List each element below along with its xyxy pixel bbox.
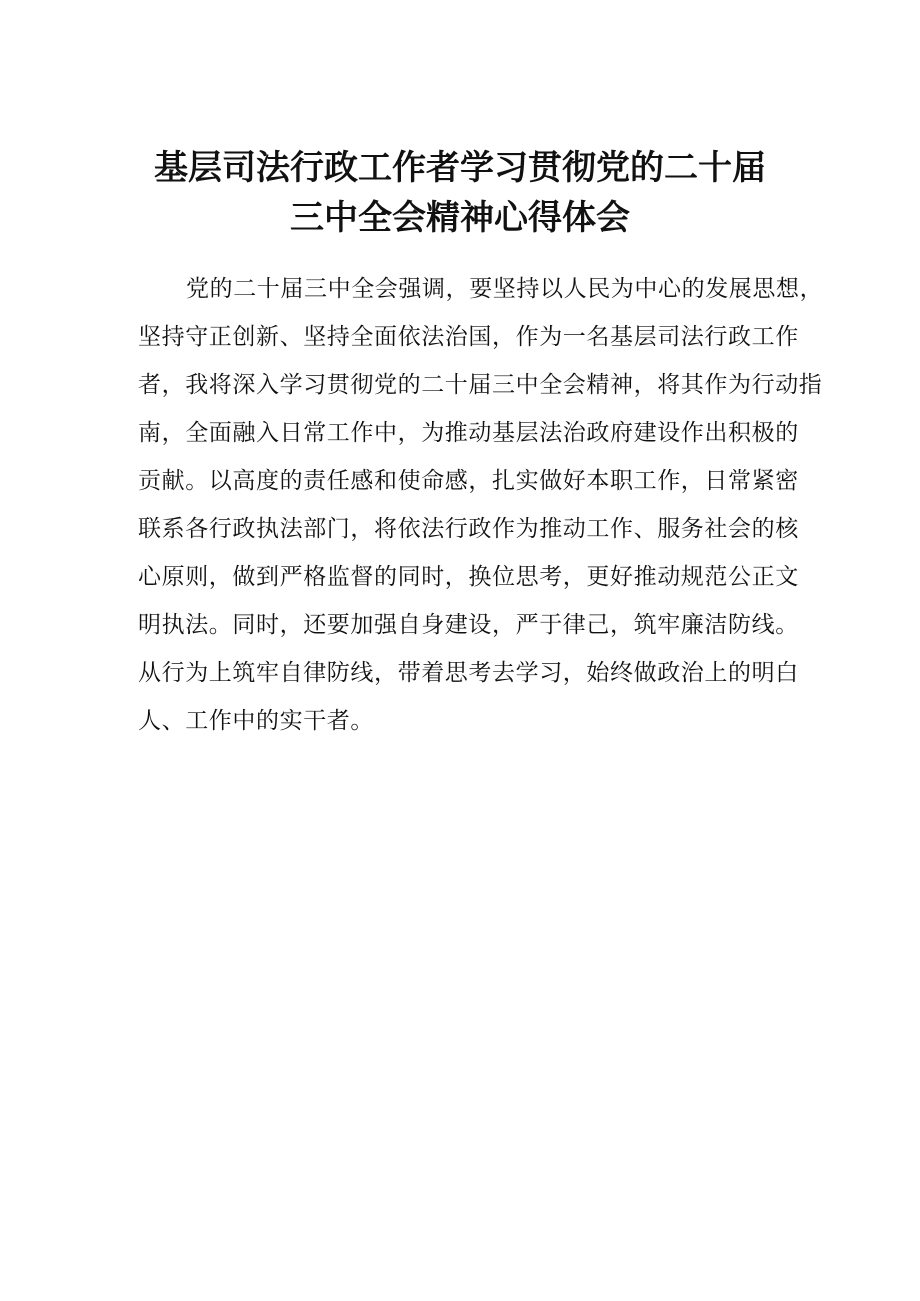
document-title-line-2: 三中全会精神心得体会 xyxy=(290,198,630,238)
paragraph-line-3: 者，我将深入学习贯彻党的二十届三中全会精神，将其作为行动指 xyxy=(138,372,823,398)
paragraph-line-4: 南，全面融入日常工作中，为推动基层法治政府建设作出积极的 xyxy=(138,420,799,446)
paragraph-line-6: 联系各行政执法部门，将依法行政作为推动工作、服务社会的核 xyxy=(138,516,799,542)
paragraph-line-8: 明执法。同时，还要加强自身建设，严于律己，筑牢廉洁防线。 xyxy=(138,612,799,638)
paragraph-line-7: 心原则，做到严格监督的同时，换位思考，更好推动规范公正文 xyxy=(138,564,799,590)
paragraph-line-9: 从行为上筑牢自律防线，带着思考去学习，始终做政治上的明白 xyxy=(138,660,799,686)
paragraph-line-5: 贡献。以高度的责任感和使命感，扎实做好本职工作，日常紧密 xyxy=(138,468,799,494)
paragraph-line-1: 党的二十届三中全会强调，要坚持以人民为中心的发展思想， xyxy=(186,276,824,302)
document-title-line-1: 基层司法行政工作者学习贯彻党的二十届 xyxy=(154,148,766,188)
paragraph-line-10: 人、工作中的实干者。 xyxy=(138,708,374,734)
paragraph-line-2: 坚持守正创新、坚持全面依法治国，作为一名基层司法行政工作 xyxy=(138,324,799,350)
